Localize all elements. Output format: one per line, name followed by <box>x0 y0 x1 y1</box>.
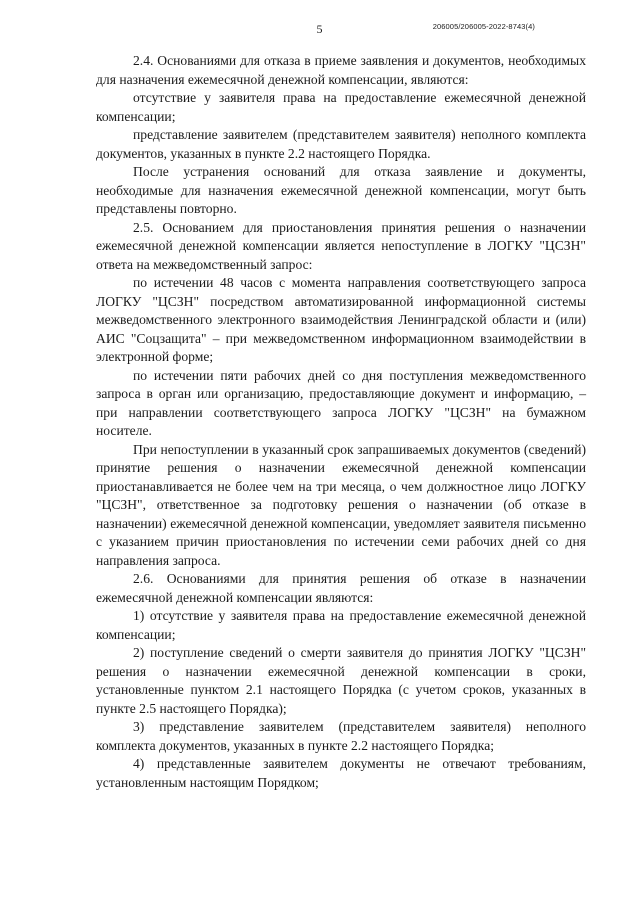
paragraph-2-6-item-4: 4) представленные заявителем документы не отвечают требованиям, установленным настоящим Порядком; <box>96 756 586 790</box>
paragraph-suspension: При непоступлении в указанный срок запрашиваемых документов (сведений) принятие решения о назначении ежемесячной денежной компенсации приостанавливается не более чем на три месяца, о чем должностное лицо ЛОГКУ "ЦСЗН", ответственное за подготовку решения о назначении (об отказе в назначении) ежемесячной денежной компенсации, уведомляет заявителя письменно с указанием причин приостановления по истечении семи рабочих дней со дня направления запроса. <box>96 441 586 568</box>
paragraph-2-5-electronic: по истечении 48 часов с момента направления соответствующего запроса ЛОГКУ "ЦСЗН" посредством автоматизированной информационной системы межведомственного электронного взаимодействия Ленинградской области и (или) АИС "Соцзащита" – при межведомственном информационном взаимодействии в электронной форме; <box>96 275 586 364</box>
paragraph-2-6: 2.6. Основаниями для принятия решения об отказе в назначении ежемесячной денежной компенсации являются: <box>96 571 586 605</box>
paragraph-2-5: 2.5. Основанием для приостановления принятия решения о назначении ежемесячной денежной компенсации является непоступление в ЛОГКУ "ЦСЗН" ответа на межведомственный запрос: <box>96 219 586 272</box>
paragraph-resubmission: После устранения оснований для отказа заявление и документы, необходимые для назначения ежемесячной денежной компенсации, могут быть представлены повторно. <box>96 164 586 216</box>
paragraph-2-6-item-3: 3) представление заявителем (представителем заявителя) неполного комплекта документов, указанных в пункте 2.2 настоящего Порядка; <box>96 719 586 753</box>
paragraph-2-4: 2.4. Основаниями для отказа в приеме заявления и документов, необходимых для назначения ежемесячной денежной компенсации, являются: <box>96 53 586 87</box>
paragraph-2-6-item-2: 2) поступление сведений о смерти заявителя до принятия ЛОГКУ "ЦСЗН" решения о назначении ежемесячной денежной компенсации в сроки, установленные пунктом 2.1 настоящего Порядка (с учетом сроков, указанных в пункте 2.5 настоящего Порядка); <box>96 645 586 716</box>
document-id: 206005/206005-2022-8743(4) <box>432 22 535 31</box>
document-body <box>96 52 586 792</box>
paragraph-2-5-paper: по истечении пяти рабочих дней со дня поступления межведомственного запроса в орган или организацию, предоставляющие документ и информацию, – при направлении соответствующего запроса ЛОГКУ "ЦСЗН" на бумажном носителе. <box>96 367 586 438</box>
paragraph-2-6-item-1: 1) отсутствие у заявителя права на предоставление ежемесячной денежной компенсации; <box>96 608 586 642</box>
page-number: 5 <box>316 22 323 36</box>
paragraph-2-4-item-incomplete-docs: представление заявителем (представителем заявителя) неполного комплекта документов, указанных в пункте 2.2 настоящего Порядка. <box>96 127 586 161</box>
paragraph-2-4-item-no-right: отсутствие у заявителя права на предоставление ежемесячной денежной компенсации; <box>96 90 586 124</box>
